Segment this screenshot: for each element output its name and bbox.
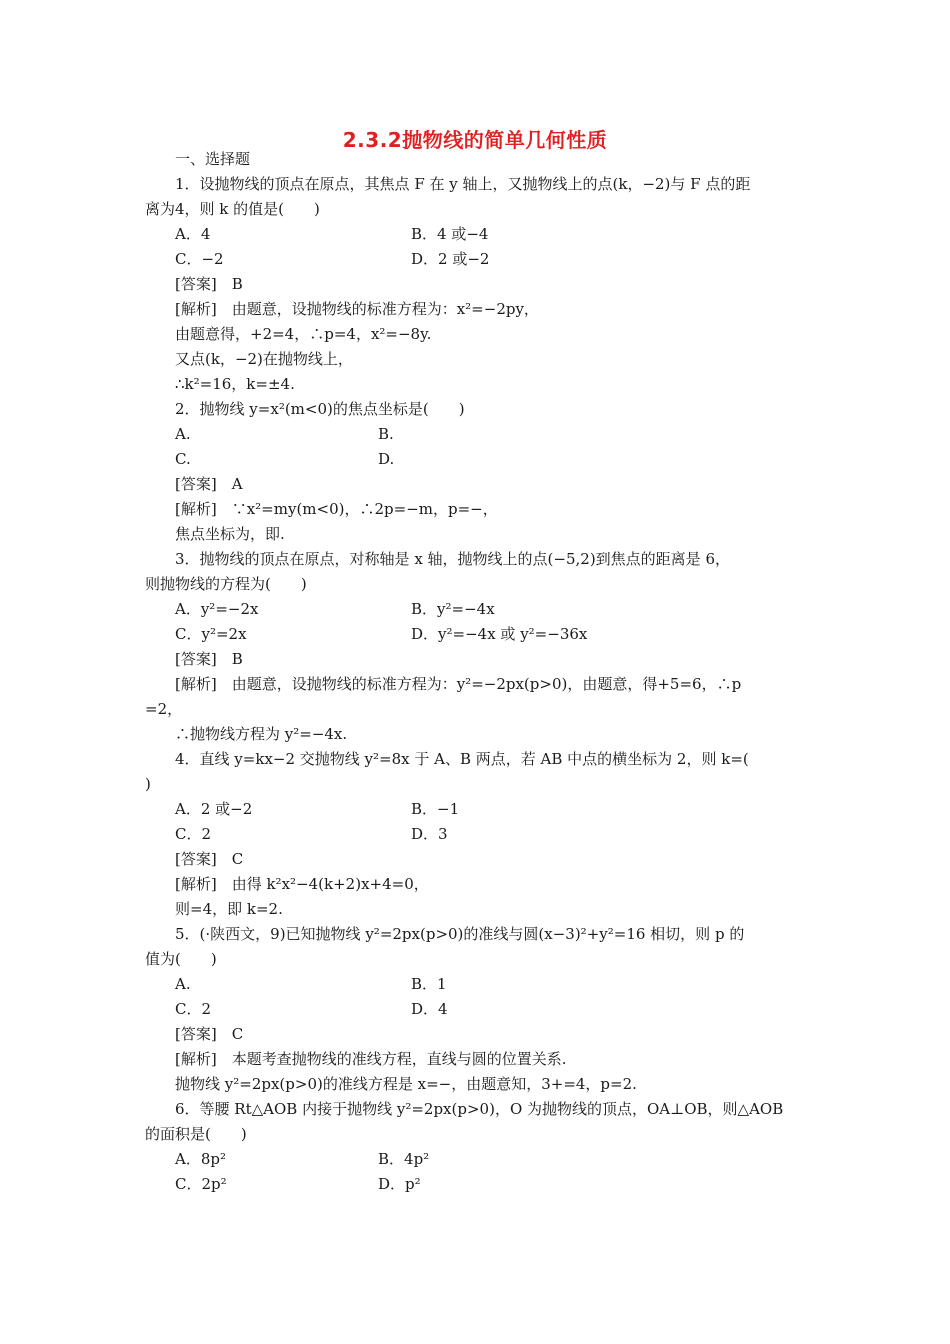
text-line: A．8p² xyxy=(175,1150,226,1168)
text-line: 3．抛物线的顶点在原点，对称轴是 x 轴，抛物线上的点(−5,2)到焦点的距离是 6， xyxy=(175,550,730,568)
text-line: B．1 xyxy=(411,975,447,993)
text-line: B．y²=−4x xyxy=(411,600,495,618)
text-line: A. xyxy=(175,975,191,993)
text-line: D．y²=−4x 或 y²=−36x xyxy=(411,625,588,643)
text-line: C．−2 xyxy=(175,250,224,268)
text-line: B．−1 xyxy=(411,800,460,818)
text-line: 值为( ) xyxy=(145,950,217,968)
text-line: C．y²=2x xyxy=(175,625,247,643)
text-line: [解析] 由题意，设抛物线的标准方程为：x²=−2py， xyxy=(175,300,539,318)
text-line: 1．设抛物线的顶点在原点，其焦点 F 在 y 轴上，又抛物线上的点(k，−2)与 F 点的距 xyxy=(175,175,751,193)
text-line: 又点(k，−2)在抛物线上， xyxy=(175,350,353,368)
text-line: [答案] C xyxy=(175,1025,244,1043)
text-line: C．2 xyxy=(175,825,212,843)
text-line: 4．直线 y=kx−2 交抛物线 y²=8x 于 A、B 两点，若 AB 中点的横坐标为 2，则 k=( xyxy=(175,750,749,768)
text-line: =2， xyxy=(145,700,183,718)
text-line: 离为4，则 k 的值是( ) xyxy=(145,200,320,218)
text-line: [解析] 由得 k²x²−4(k+2)x+4=0， xyxy=(175,875,429,893)
text-line: [答案] B xyxy=(175,650,243,668)
text-line: 抛物线 y²=2px(p>0)的准线方程是 x=−，由题意知，3+=4，p=2. xyxy=(175,1075,637,1093)
text-line: 2．抛物线 y=x²(m<0)的焦点坐标是( ) xyxy=(175,400,465,418)
text-line: A. xyxy=(175,425,191,443)
page-title: 2.3.2抛物线的简单几何性质 xyxy=(342,128,608,152)
text-line: 6．等腰 Rt△AOB 内接于抛物线 y²=2px(p>0)，O 为抛物线的顶点，OA⊥OB，则△AOB xyxy=(175,1100,784,1118)
text-line: [解析] 由题意，设抛物线的标准方程为：y²=−2px(p>0)，由题意，得+5=6，∴p xyxy=(175,675,742,693)
text-line: 的面积是( ) xyxy=(145,1125,247,1143)
text-line: 则=4，即 k=2. xyxy=(175,900,283,918)
text-line: [解析] ∵x²=my(m<0)，∴2p=−m，p=−， xyxy=(175,500,498,518)
text-line: C．2 xyxy=(175,1000,212,1018)
text-line: [答案] B xyxy=(175,275,243,293)
text-line: B. xyxy=(378,425,394,443)
text-line: A．2 或−2 xyxy=(175,800,253,818)
text-line: C．2p² xyxy=(175,1175,227,1193)
text-line: 一、选择题 xyxy=(175,150,251,168)
text-line: B．4 或−4 xyxy=(411,225,489,243)
text-line: [答案] A xyxy=(175,475,243,493)
text-line: A．4 xyxy=(175,225,211,243)
text-line: D．2 或−2 xyxy=(411,250,490,268)
text-line: ∴抛物线方程为 y²=−4x. xyxy=(175,725,348,743)
text-line: D．3 xyxy=(411,825,448,843)
text-line: 5．(·陕西文，9)已知抛物线 y²=2px(p>0)的准线与圆(x−3)²+y²=16 相切，则 p 的 xyxy=(175,925,745,943)
text-line: D．4 xyxy=(411,1000,448,1018)
text-line: D．p² xyxy=(378,1175,421,1193)
text-line: C. xyxy=(175,450,191,468)
text-line: B．4p² xyxy=(378,1150,430,1168)
text-line: D. xyxy=(378,450,395,468)
text-line: [解析] 本题考查抛物线的准线方程，直线与圆的位置关系. xyxy=(175,1050,567,1068)
text-line: 则抛物线的方程为( ) xyxy=(145,575,307,593)
text-line: [答案] C xyxy=(175,850,244,868)
text-line: 焦点坐标为，即. xyxy=(175,525,285,543)
text-line: ) xyxy=(145,775,151,793)
text-line: A．y²=−2x xyxy=(175,600,259,618)
text-line: ∴k²=16，k=±4. xyxy=(175,375,295,393)
text-line: 由题意得，+2=4，∴p=4，x²=−8y. xyxy=(175,325,432,343)
